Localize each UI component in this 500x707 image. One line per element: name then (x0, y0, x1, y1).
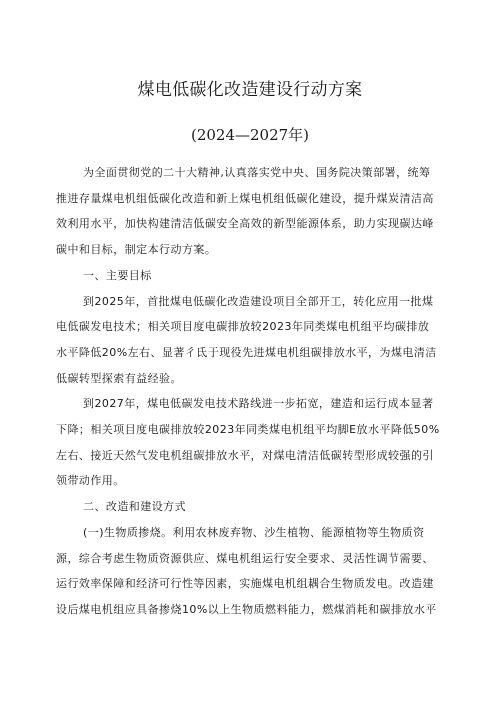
text-line: 推进存量煤电机组低碳化改造和新上煤电机组低碳化建设，提升煤炭清洁高 (56, 191, 434, 205)
text-line: 效利用水平，加快构建清洁低碳安全高效的新型能源体系，助力实现碳达峰 (56, 217, 434, 231)
text-line: 到2025年，首批煤电低碳化改造建设项目全部开工，转化应用一批煤 (83, 294, 434, 308)
goal-2027-paragraph (56, 391, 448, 494)
text-line: (一)生物质掺烧。利用农林废弃物、沙生植物、能源植物等生物质资 (83, 525, 425, 539)
text-line: 为全面贯彻党的二十大精神,认真落实党中央、国务院决策部署，统筹 (83, 166, 431, 179)
text-line: 碳中和目标，制定本行动方案。 (56, 243, 217, 257)
text-line: 到2027年，煤电低碳发电技术路线进一步拓宽，建造和运行成本显著 (83, 397, 434, 411)
text-line: 源，综合考虑生物质资源供应、煤电机组运行安全要求、灵活性调节需要、 (56, 551, 434, 565)
document-body (56, 160, 448, 623)
document-title: 煤电低碳化改造建设行动方案 (137, 80, 363, 100)
intro-paragraph (56, 160, 448, 263)
text-line: 下降；相关项目度电碳排放较2023年同类煤电机组平均脚E放水平降低50% (56, 423, 440, 437)
text-line: 设后煤电机组应具备掺烧10%以上生物质燃料能力，燃煤消耗和碳排放水平 (56, 602, 437, 616)
goal-2025-paragraph (56, 289, 448, 392)
text-line: 运行效率保障和经济可行性等因素，实施煤电机组耦合生物质发电。改造建 (56, 577, 434, 591)
text-line: 左右、接近天然气发电机组碳排放水平，对煤电清洁低碳转型形成较强的引 (56, 448, 434, 462)
text-line: 水平降低20%左右、显著彳氐于现役先进煤电机组碳排放水平，为煤电清洁 (56, 345, 437, 359)
text-line: 低碳转型探索有益经验。 (56, 371, 182, 385)
text-line: 电低碳发电技术；相关项目度电碳排放较2023年同类煤电机组平均碳排放 (56, 320, 430, 334)
text-line: 领带动作用。 (56, 474, 125, 488)
section-heading-methods: 二、改造和建设方式 (83, 500, 187, 514)
section-heading-main-goals: 一、主要目标 (83, 268, 152, 282)
document-subtitle: (2024—2027年) (190, 126, 310, 144)
biomass-paragraph (56, 520, 448, 623)
